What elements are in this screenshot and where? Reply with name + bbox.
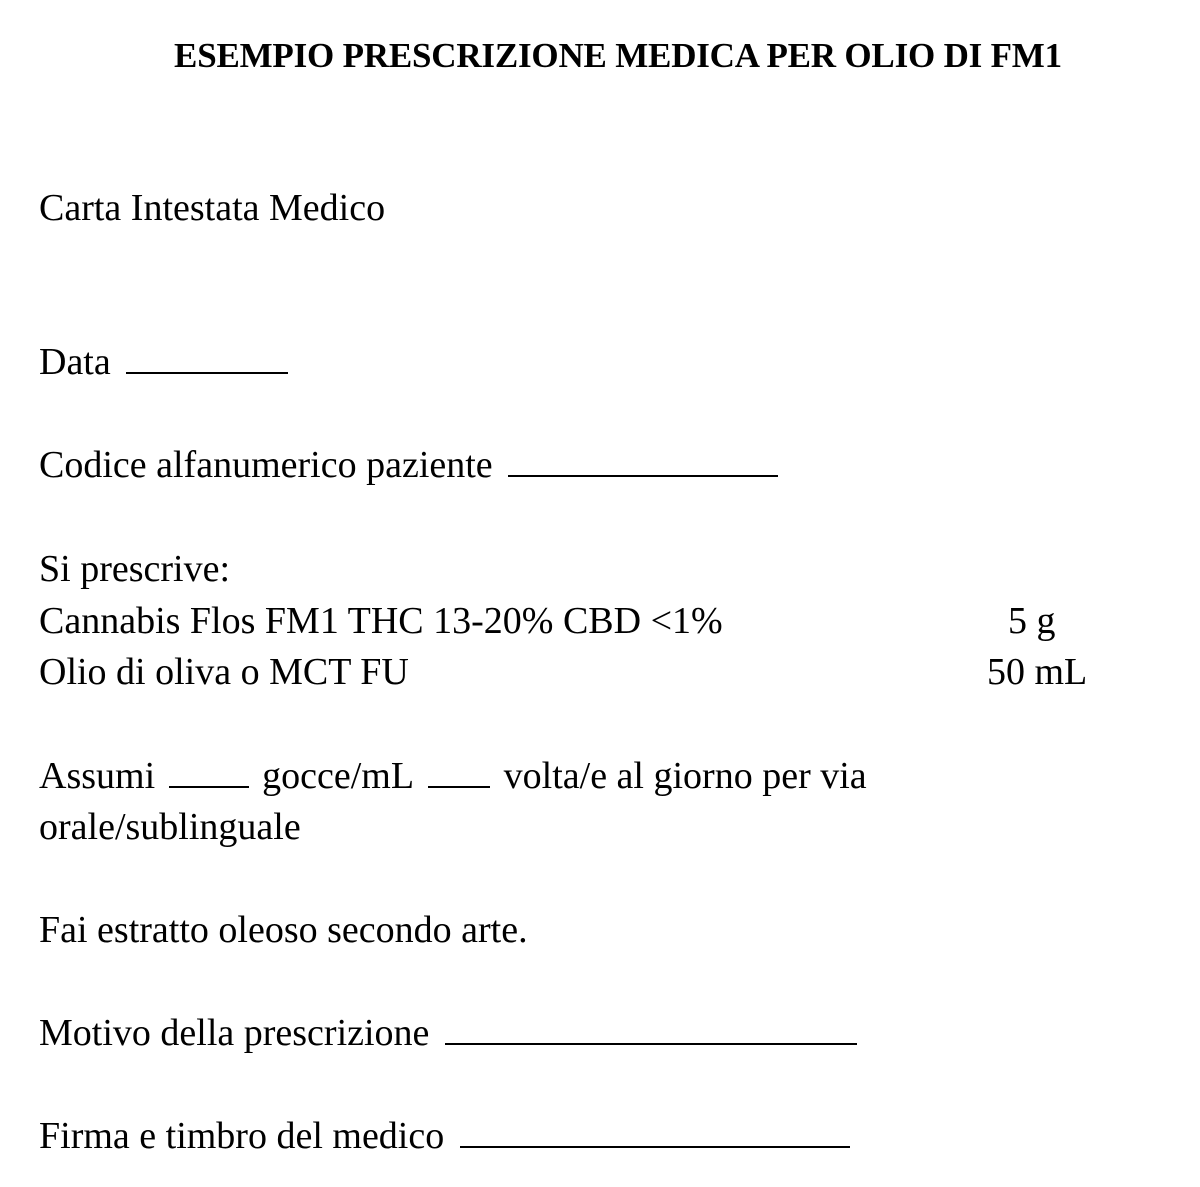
ingredient-quantity: 50 mL [987,651,1088,693]
date-label: Data [39,341,111,383]
dosage-assumi-label: Assumi [39,755,156,797]
dosage-route-line [39,802,301,852]
drops-blank-field[interactable] [169,756,249,788]
ingredient-row [39,596,723,646]
reason-line [39,1008,857,1058]
reason-blank-field[interactable] [445,1013,857,1045]
ingredient-name: Cannabis Flos FM1 THC 13-20% CBD <1% [39,600,723,642]
document-title: ESEMPIO PRESCRIZIONE MEDICA PER OLIO DI FM1 [174,36,1062,75]
ingredient-name: Olio di oliva o MCT FU [39,651,409,693]
signature-label: Firma e timbro del medico [39,1115,445,1157]
reason-label: Motivo della prescrizione [39,1012,430,1054]
letterhead-line [39,183,385,233]
dosage-drops-label: gocce/mL [262,755,413,797]
patient-code-label: Codice alfanumerico paziente [39,444,493,486]
prescribe-line [39,544,230,594]
ingredient-row [39,647,409,697]
ingredient-quantity: 5 g [1008,600,1056,642]
preparation-text: Fai estratto oleoso secondo arte. [39,909,528,951]
preparation-line [39,905,528,955]
prescribe-label: Si prescrive: [39,548,231,590]
dosage-line [39,751,867,801]
patient-code-blank-field[interactable] [508,445,778,477]
date-blank-field[interactable] [126,342,288,374]
times-blank-field[interactable] [428,756,490,788]
dosage-times-label: volta/e al giorno per via [503,755,867,797]
date-line [39,337,288,387]
patient-code-line [39,440,778,490]
signature-blank-field[interactable] [460,1116,850,1148]
letterhead-label: Carta Intestata Medico [39,187,386,229]
signature-line [39,1111,850,1161]
dosage-route-label: orale/sublinguale [39,806,301,848]
